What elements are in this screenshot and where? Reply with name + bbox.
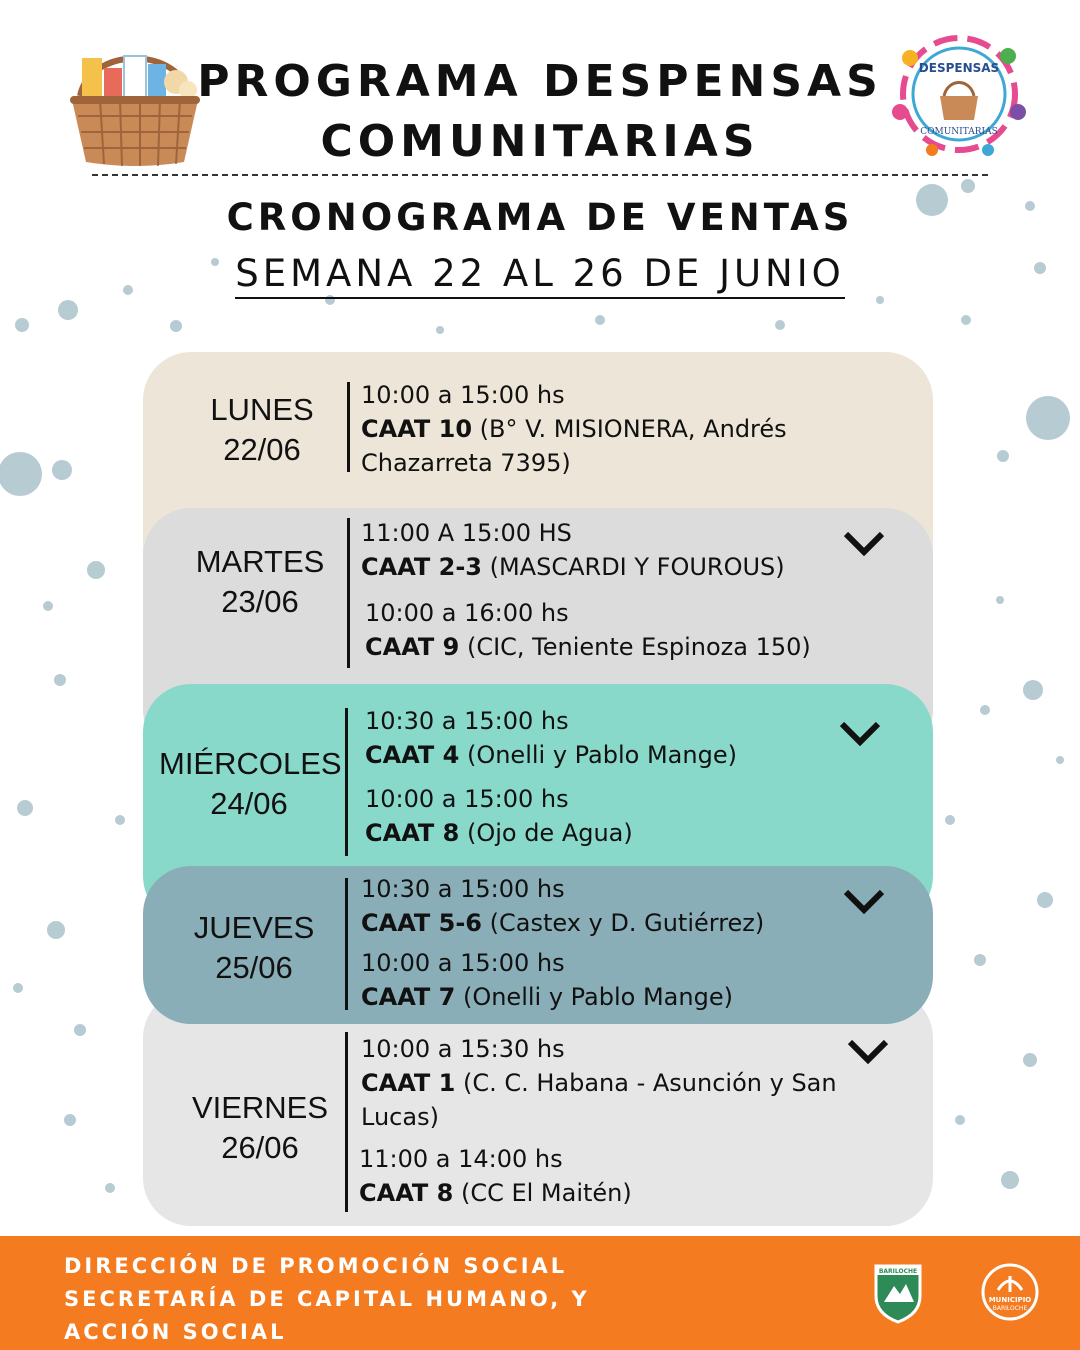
entry-code: CAAT 1 <box>361 1069 456 1097</box>
day-label <box>185 542 335 622</box>
muni-line-2: BARILOCHE <box>992 1305 1028 1312</box>
chevron-down-icon[interactable] <box>841 886 887 916</box>
entry-time: 10:30 a 15:00 hs <box>361 875 565 903</box>
footer-credits <box>64 1250 590 1349</box>
entry-code: CAAT 5-6 <box>361 909 482 937</box>
separator-line <box>345 878 348 1010</box>
schedule-entry <box>365 704 845 772</box>
muni-line-1: MUNICIPIO <box>988 1296 1032 1304</box>
day-card-thursday <box>143 866 933 1024</box>
footer-line-3: ACCIÓN SOCIAL <box>64 1320 287 1344</box>
entry-time: 10:00 a 15:00 hs <box>365 785 569 813</box>
entry-code: CAAT 2-3 <box>361 553 482 581</box>
schedule-entry <box>361 946 841 1014</box>
schedule-entry <box>361 516 921 584</box>
entry-time: 11:00 A 15:00 HS <box>361 519 572 547</box>
title-line-2: COMUNITARIAS <box>320 116 760 167</box>
separator-line <box>345 708 348 856</box>
schedule-entry <box>361 378 841 480</box>
entry-location <box>365 630 925 664</box>
week-range <box>140 252 940 295</box>
entry-location <box>361 550 921 584</box>
entry-location <box>361 906 841 940</box>
entry-place: (Onelli y Pablo Mange) <box>459 741 737 769</box>
entry-place: (Onelli y Pablo Mange) <box>455 983 733 1011</box>
day-label <box>185 1088 335 1168</box>
logo-bottom-text: COMUNITARIAS <box>920 127 998 137</box>
entry-place: (Castex y D. Gutiérrez) <box>481 909 765 937</box>
entry-place: (CIC, Teniente Espinoza 150) <box>459 633 811 661</box>
entry-time: 10:00 a 15:00 hs <box>361 949 565 977</box>
entry-place: (MASCARDI Y FOUROUS) <box>481 553 785 581</box>
day-date: 23/06 <box>221 584 299 619</box>
entry-place: (B° V. MISIONERA, Andrés Chazarreta 7395) <box>361 415 787 477</box>
chevron-down-icon[interactable] <box>845 1036 891 1066</box>
schedule-entry <box>365 782 845 850</box>
day-name: JUEVES <box>193 910 315 945</box>
entry-code: CAAT 8 <box>365 819 460 847</box>
entry-location <box>361 980 841 1014</box>
dashed-divider <box>92 174 988 176</box>
day-name: MARTES <box>195 544 325 579</box>
entry-time: 10:00 a 15:00 hs <box>361 381 565 409</box>
footer-line-2: SECRETARÍA DE CAPITAL HUMANO, Y <box>64 1287 590 1311</box>
day-label <box>159 744 342 824</box>
despensas-comunitarias-logo <box>888 28 1030 160</box>
entry-location <box>361 412 841 480</box>
chevron-down-icon[interactable] <box>837 718 883 748</box>
entry-location <box>365 816 845 850</box>
municipio-bariloche-logo <box>980 1262 1040 1322</box>
entry-place: (Ojo de Agua) <box>459 819 633 847</box>
day-card-friday <box>143 990 933 1226</box>
schedule-entry <box>361 1032 841 1134</box>
day-name: MIÉRCOLES <box>159 746 342 781</box>
schedule-entry <box>365 596 925 664</box>
chevron-down-icon[interactable] <box>841 528 887 558</box>
title-line-1: PROGRAMA DESPENSAS <box>197 56 883 107</box>
entry-code: CAAT 8 <box>359 1179 454 1207</box>
entry-location <box>361 1066 841 1134</box>
day-name: LUNES <box>210 392 314 427</box>
day-date: 24/06 <box>210 786 288 821</box>
schedule-entry <box>359 1142 839 1210</box>
separator-line <box>345 1032 348 1212</box>
entry-code: CAAT 9 <box>365 633 460 661</box>
entry-place: (C. C. Habana - Asunción y San Lucas) <box>361 1069 837 1131</box>
entry-time: 10:30 a 15:00 hs <box>365 707 569 735</box>
schedule-subtitle: CRONOGRAMA DE VENTAS <box>226 196 854 239</box>
page-title <box>180 52 900 172</box>
logo-top-text: DESPENSAS <box>918 61 1000 75</box>
bariloche-shield-icon <box>872 1262 924 1324</box>
entry-code: CAAT 7 <box>361 983 456 1011</box>
week-range-text: SEMANA 22 AL 26 DE JUNIO <box>235 252 845 299</box>
entry-location <box>359 1176 839 1210</box>
footer-bar <box>0 1236 1080 1350</box>
footer-line-1: DIRECCIÓN DE PROMOCIÓN SOCIAL <box>64 1254 568 1278</box>
entry-code: CAAT 10 <box>361 415 473 443</box>
entry-place: (CC El Maitén) <box>453 1179 632 1207</box>
separator-line <box>347 518 350 668</box>
shield-text: BARILOCHE <box>878 1268 918 1275</box>
day-label <box>179 908 329 988</box>
entry-code: CAAT 4 <box>365 741 460 769</box>
entry-time: 11:00 a 14:00 hs <box>359 1145 563 1173</box>
entry-time: 10:00 a 15:30 hs <box>361 1035 565 1063</box>
schedule-entry <box>361 872 841 940</box>
day-label <box>187 390 337 470</box>
entry-location <box>365 738 845 772</box>
day-date: 26/06 <box>221 1130 299 1165</box>
separator-line <box>347 382 350 472</box>
entry-time: 10:00 a 16:00 hs <box>365 599 569 627</box>
day-name: VIERNES <box>191 1090 329 1125</box>
day-date: 25/06 <box>215 950 293 985</box>
day-date: 22/06 <box>223 432 301 467</box>
